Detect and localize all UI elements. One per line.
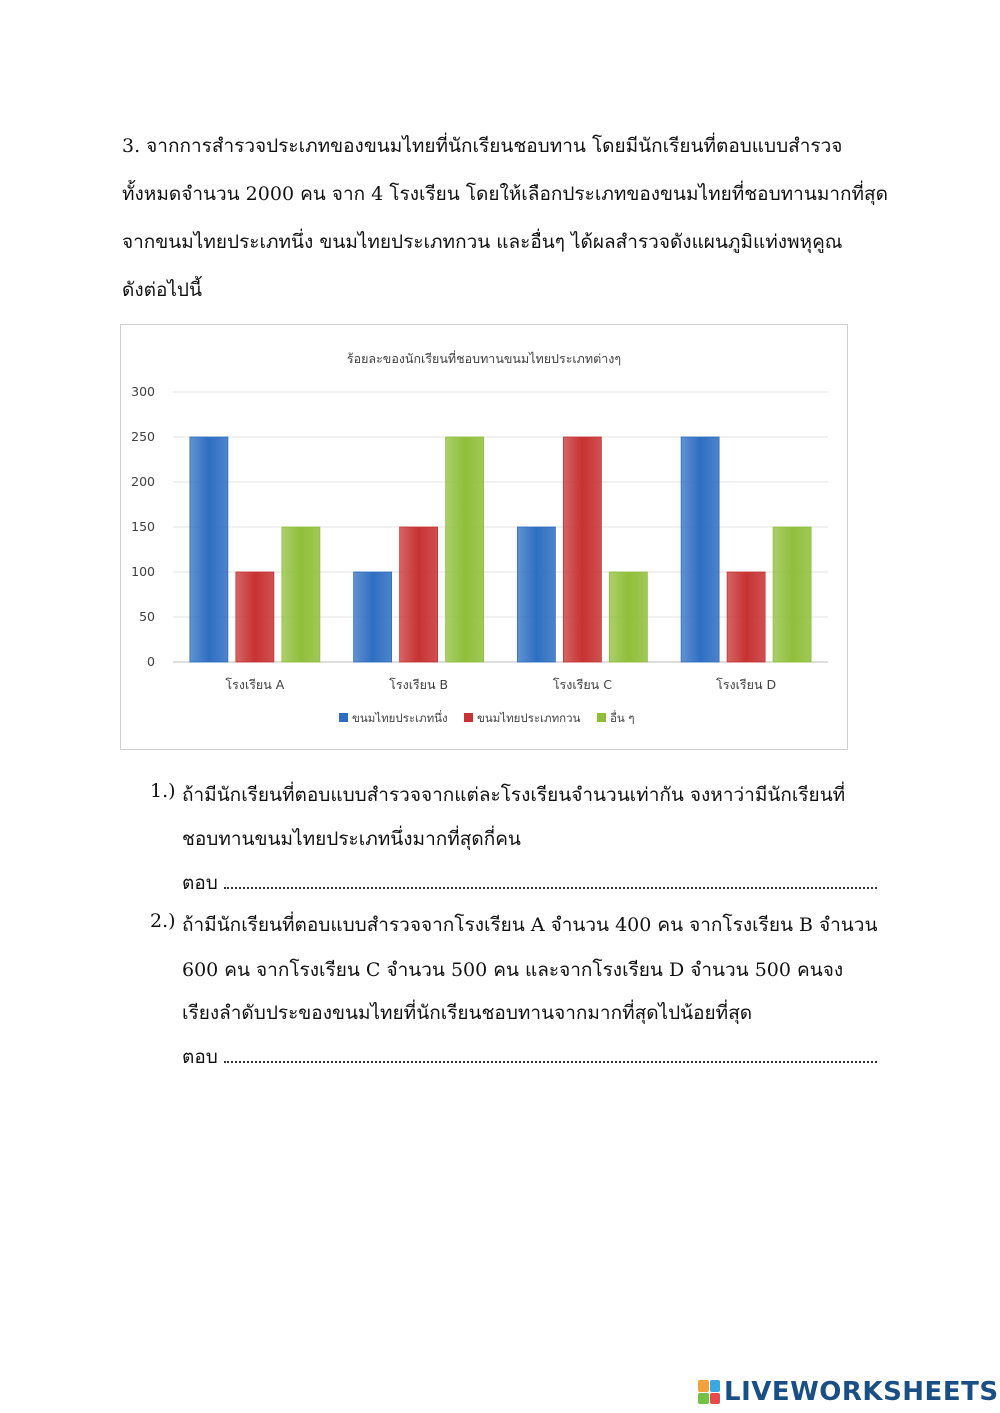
intro-line: จากขนมไทยประเภทนึ่ง ขนมไทยประเภทกวน และอื่นๆ ได้ผลสำรวจดังแผนภูมิแท่งพหุคูณ [122, 231, 843, 253]
intro-line: 3. จากการสำรวจประเภทของขนมไทยที่นักเรียนชอบทาน โดยมีนักเรียนที่ตอบแบบสำรวจ [122, 135, 843, 157]
question-line: 600 คน จากโรงเรียน C จำนวน 500 คน และจากโรงเรียน D จำนวน 500 คนจง [182, 959, 844, 981]
answer-field-2[interactable] [182, 1042, 877, 1072]
question-line: ถ้ามีนักเรียนที่ตอบแบบสำรวจจากโรงเรียน A จำนวน 400 คน จากโรงเรียน B จำนวน [182, 914, 878, 936]
bar [563, 437, 601, 662]
intro-text [122, 122, 892, 314]
brand-name: LIVEWORKSHEETS [724, 1377, 999, 1407]
legend-swatch [464, 713, 473, 722]
question-line: เรียงลำดับประของขนมไทยที่นักเรียนชอบทานจากมากที่สุดไปน้อยที่สุด [182, 1002, 753, 1024]
question-line: ชอบทานขนมไทยประเภทนึ่งมากที่สุดกี่คน [182, 828, 521, 850]
legend-label: ขนมไทยประเภทกวน [477, 711, 581, 725]
bar-chart [120, 324, 848, 750]
answer-dotted-line[interactable] [224, 1047, 877, 1063]
answer-field-1[interactable] [182, 868, 877, 898]
x-tick-label: โรงเรียน C [552, 677, 612, 692]
bar [282, 527, 320, 662]
bar [446, 437, 484, 662]
y-tick-label: 100 [131, 564, 155, 579]
legend-label: อื่น ๆ [610, 711, 635, 725]
chart-title: ร้อยละของนักเรียนที่ชอบทานขนมไทยประเภทต่างๆ [346, 351, 622, 366]
liveworksheets-logo-icon [698, 1380, 720, 1404]
answer-dotted-line[interactable] [224, 873, 877, 889]
x-tick-label: โรงเรียน B [389, 677, 449, 692]
bar [681, 437, 719, 662]
bar [236, 572, 274, 662]
intro-line: ทั้งหมดจำนวน 2000 คน จาก 4 โรงเรียน โดยให้เลือกประเภทของขนมไทยที่ชอบทานมากที่สุด [122, 183, 888, 205]
y-tick-label: 0 [147, 654, 155, 669]
bar [727, 572, 765, 662]
bar [517, 527, 555, 662]
y-tick-label: 50 [139, 609, 155, 624]
answer-label: ตอบ [182, 1046, 218, 1068]
answer-label: ตอบ [182, 872, 218, 894]
x-tick-label: โรงเรียน A [225, 677, 285, 692]
legend-label: ขนมไทยประเภทนึ่ง [352, 711, 448, 725]
y-tick-label: 250 [131, 429, 155, 444]
bar [773, 527, 811, 662]
legend-swatch [339, 713, 348, 722]
question-number: 2.) [150, 910, 176, 932]
y-tick-label: 300 [131, 384, 155, 399]
brand-logo [698, 1378, 999, 1406]
x-tick-label: โรงเรียน D [716, 677, 777, 692]
y-tick-label: 150 [131, 519, 155, 534]
question-number: 1.) [150, 780, 176, 802]
question-line: ถ้ามีนักเรียนที่ตอบแบบสำรวจจากแต่ละโรงเรียนจำนวนเท่ากัน จงหาว่ามีนักเรียนที่ [182, 784, 846, 806]
bar [400, 527, 438, 662]
y-tick-label: 200 [131, 474, 155, 489]
bar [354, 572, 392, 662]
bar [190, 437, 228, 662]
legend-swatch [597, 713, 606, 722]
bar-chart-svg [121, 325, 847, 749]
bar [609, 572, 647, 662]
intro-line: ดังต่อไปนี้ [122, 279, 202, 301]
